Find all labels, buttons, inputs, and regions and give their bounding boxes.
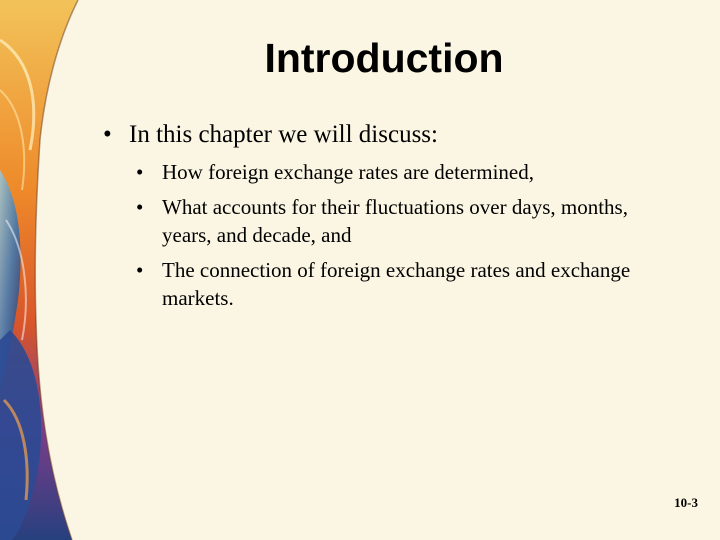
sub-bullet xyxy=(136,158,660,186)
bullet-marker: • xyxy=(136,258,144,282)
page-number: 10-3 xyxy=(674,495,698,510)
bullet-marker: • xyxy=(136,195,144,219)
sub-bullet xyxy=(136,193,660,249)
sub-bullet-text: What accounts for their fluctuations over days, months, years, and decade, and xyxy=(162,195,628,247)
bullet-marker: • xyxy=(136,160,144,184)
sub-bullet-text: How foreign exchange rates are determined, xyxy=(162,160,534,184)
sub-bullet-list xyxy=(136,158,660,312)
slide-title: Introduction xyxy=(264,35,504,81)
bullet-marker: • xyxy=(103,121,112,148)
main-bullet xyxy=(100,118,660,152)
slide-body xyxy=(100,118,660,319)
sub-bullet xyxy=(136,256,660,312)
main-bullet-text: In this chapter we will discuss: xyxy=(129,121,438,148)
sub-bullet-text: The connection of foreign exchange rates and exchange markets. xyxy=(162,258,631,310)
